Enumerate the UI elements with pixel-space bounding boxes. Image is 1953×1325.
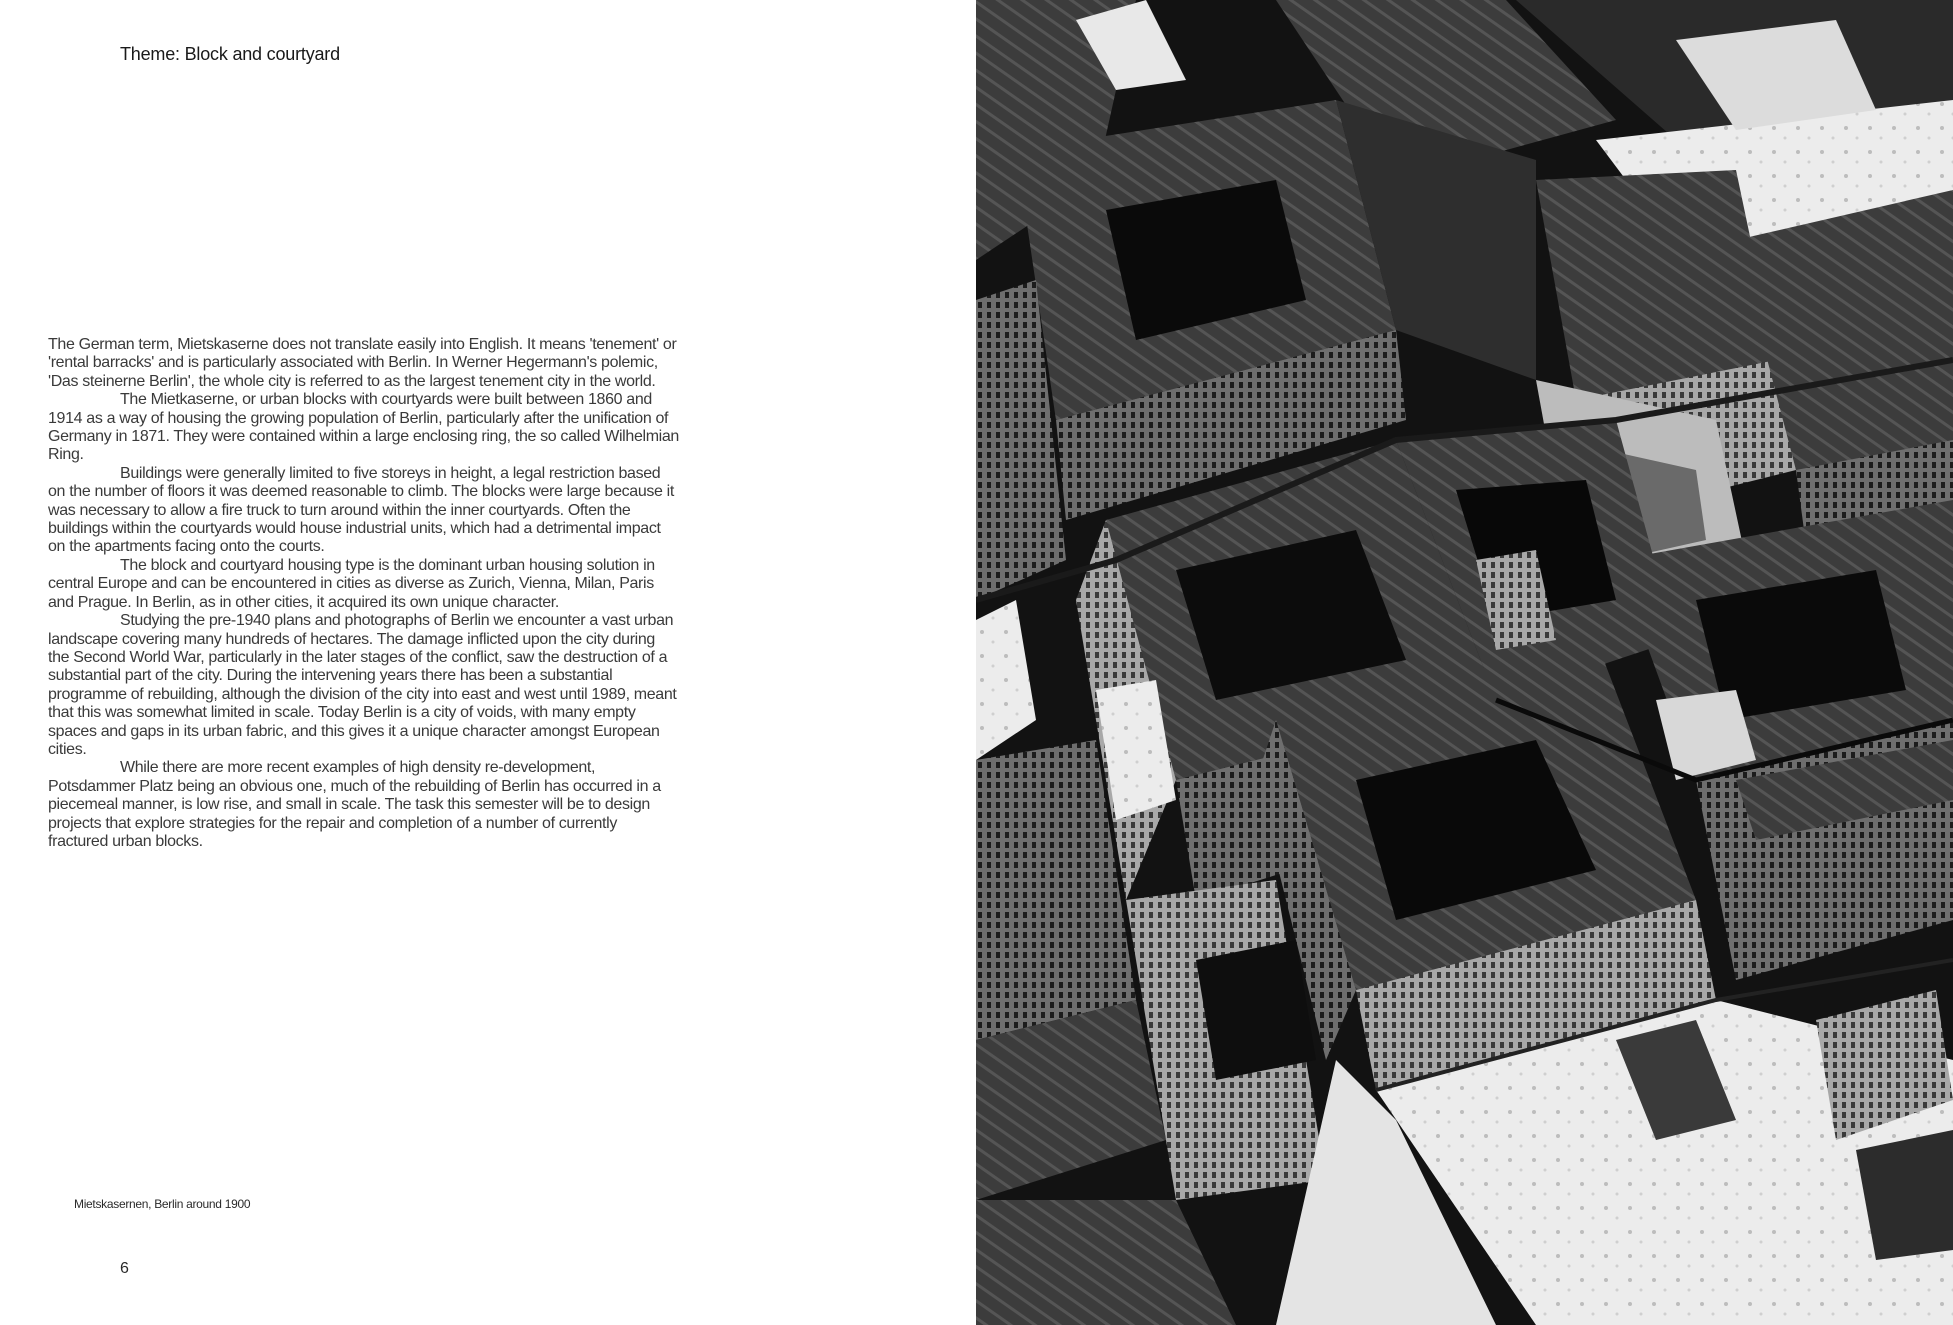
- photo-caption: Mietskasernen, Berlin around 1900: [74, 1197, 251, 1211]
- paragraph-6: While there are more recent examples of high density re-development, Potsdammer Platz being an obvious one, much of the rebuilding of Berlin has occurred in a piecemeal manner, is low rise, and small in scale. The task this semester will be to design projects that explore strategies for the repair and completion of a number of currently fractured urban blocks.: [48, 759, 661, 850]
- page-number: 6: [120, 1260, 129, 1277]
- left-page: [0, 0, 976, 1325]
- right-page: [976, 0, 1953, 1325]
- paragraph-2: The Mietkaserne, or urban blocks with courtyards were built between 1860 and 1914 as a way of housing the growing population of Berlin, particularly after the unification of Germany in 1871. They were contained within a large enclosing ring, the so called Wilhelmian Ring.: [48, 391, 679, 464]
- paragraph-1: The German term, Mietskaserne does not translate easily into English. It means 'tenement' or 'rental barracks' and is particularly associated with Berlin. In Werner Hegermann's polemic, 'Das steinerne Berlin', the whole city is referred to as the largest tenement city in the world.: [48, 336, 677, 390]
- theme-heading: Theme: Block and courtyard: [120, 44, 340, 64]
- paragraph-3: Buildings were generally limited to five storeys in height, a legal restriction based on the number of floors it was deemed reasonable to climb. The blocks were large because it was necessary to allow a fire truck to turn around within the inner courtyards. Often the buildings within the courtyards would house industrial units, which had a detrimental impact on the apartments facing onto the courts.: [48, 464, 674, 556]
- aerial-photo-berlin-blocks: [976, 0, 1953, 1325]
- paragraph-5: Studying the pre-1940 plans and photographs of Berlin we encounter a vast urban landscape covering many hundreds of hectares. The damage inflicted upon the city during the Second World War, particularly in the later stages of the conflict, saw the destruction of a substantial part of the city. During the intervening years there has been a substantial programme of rebuilding, although the division of the city into east and west until 1989, meant that this was somewhat limited in scale. Today Berlin is a city of voids, with many empty spaces and gaps in its urban fabric, and this gives it a unique character amongst European cities.: [48, 612, 677, 758]
- paragraph-4: The block and courtyard housing type is the dominant urban housing solution in central Europe and can be encountered in cities as diverse as Zurich, Vienna, Milan, Paris and Prague. In Berlin, as in other cities, it acquired its own unique character.: [48, 556, 655, 611]
- body-text: [48, 336, 680, 851]
